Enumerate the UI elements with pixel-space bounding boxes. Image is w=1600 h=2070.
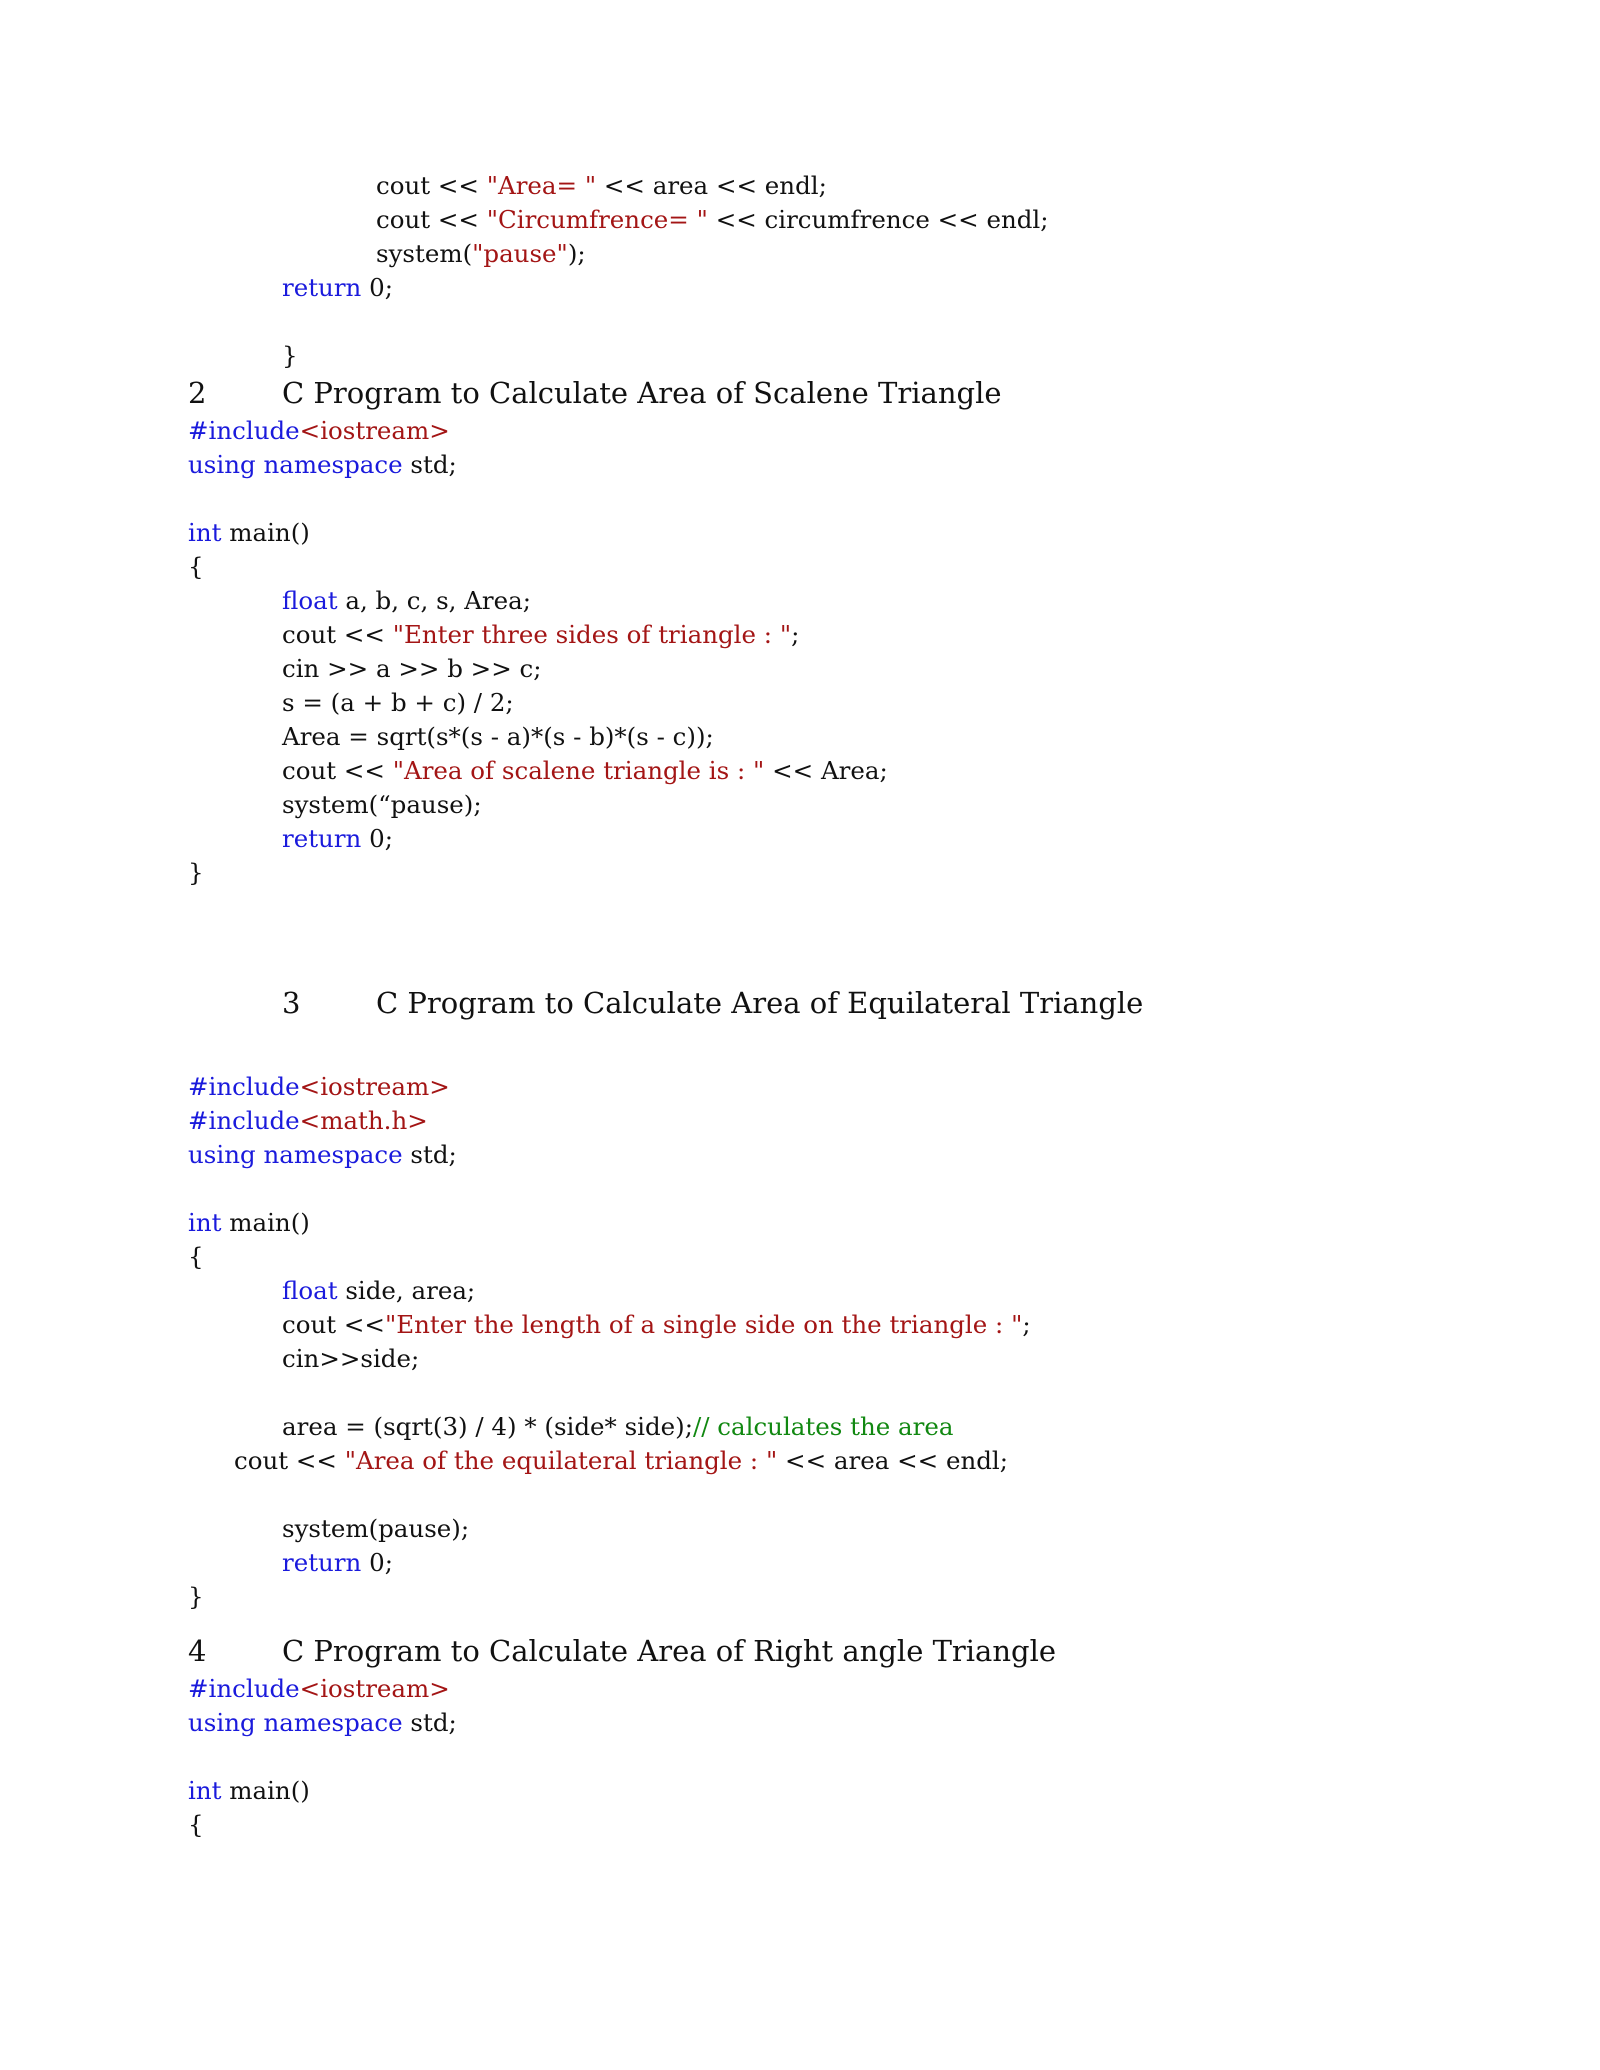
keyword-token: using namespace [188, 1708, 403, 1737]
code-line [188, 516, 310, 550]
code-line [376, 169, 827, 203]
text-token: system(pause); [282, 1514, 470, 1543]
text-token: 0; [361, 824, 393, 853]
text-token: cout << [376, 205, 487, 234]
text-token: system(“pause); [282, 790, 482, 819]
text-token: main() [221, 1776, 310, 1805]
text-token: 0; [361, 1548, 393, 1577]
keyword-token: return [282, 1548, 362, 1577]
code-line [188, 1672, 450, 1706]
text-token: ; [791, 620, 800, 649]
keyword-token: float [282, 586, 338, 615]
keyword-token: #include [188, 1106, 300, 1135]
code-line [282, 822, 393, 856]
code-line [188, 1580, 204, 1614]
code-line [282, 754, 888, 788]
text-token: C Program to Calculate Area of Scalene Triangle [282, 376, 1002, 410]
string-token: "Area= " [486, 171, 597, 200]
text-token: { [188, 552, 204, 581]
text-token: side, area; [337, 1276, 476, 1305]
string-token: <iostream> [299, 1072, 450, 1101]
text-token: std; [402, 1708, 457, 1737]
keyword-token: using namespace [188, 1140, 403, 1169]
string-token: <iostream> [299, 416, 450, 445]
code-line [282, 720, 714, 754]
text-token: << area << endl; [777, 1446, 1008, 1475]
keyword-token: int [188, 518, 222, 547]
code-line [188, 1104, 428, 1138]
text-token: std; [402, 450, 457, 479]
string-token: "Area of the equilateral triangle : " [344, 1446, 778, 1475]
text-token: a, b, c, s, Area; [337, 586, 531, 615]
string-token: "Enter the length of a single side on the triangle : " [384, 1310, 1023, 1339]
text-token: ); [567, 239, 586, 268]
text-token: 4 [188, 1634, 207, 1668]
text-token: } [188, 858, 204, 887]
code-line [234, 1444, 1008, 1478]
string-token: "Circumfrence= " [486, 205, 708, 234]
text-token: { [188, 1810, 204, 1839]
code-line [188, 1706, 457, 1740]
text-token: ; [1022, 1310, 1031, 1339]
code-line [188, 856, 204, 890]
code-line [282, 584, 531, 618]
code-line [376, 237, 586, 271]
text-token: area = (sqrt(3) / 4) * (side* side); [282, 1412, 693, 1441]
section-heading [376, 983, 1143, 1023]
text-token: Area = sqrt(s*(s - a)*(s - b)*(s - c)); [282, 722, 714, 751]
text-token: C Program to Calculate Area of Right angle Triangle [282, 1634, 1057, 1668]
keyword-token: using namespace [188, 450, 403, 479]
code-line [188, 1808, 204, 1842]
code-line [282, 1274, 475, 1308]
string-token: "Enter three sides of triangle : " [392, 620, 792, 649]
section-heading [188, 373, 206, 413]
code-line [282, 652, 542, 686]
code-line [282, 271, 393, 305]
code-line [188, 550, 204, 584]
code-line [376, 203, 1049, 237]
keyword-token: #include [188, 1674, 300, 1703]
section-heading [282, 373, 1002, 413]
text-token: cout << [282, 756, 393, 785]
code-line [188, 1206, 310, 1240]
text-token: << area << endl; [596, 171, 827, 200]
text-token: << Area; [764, 756, 888, 785]
text-token: main() [221, 518, 310, 547]
text-token: << circumfrence << endl; [707, 205, 1049, 234]
text-token: } [282, 341, 298, 370]
code-line [188, 1774, 310, 1808]
text-token: main() [221, 1208, 310, 1237]
text-token: 3 [282, 986, 301, 1020]
text-token: cout << [376, 171, 487, 200]
string-token: <iostream> [299, 1674, 450, 1703]
text-token: std; [402, 1140, 457, 1169]
string-token: "pause" [472, 239, 568, 268]
text-token: s = (a + b + c) / 2; [282, 688, 514, 717]
code-line [188, 1240, 204, 1274]
text-token: cin >> a >> b >> c; [282, 654, 542, 683]
keyword-token: int [188, 1208, 222, 1237]
code-line [282, 1342, 419, 1376]
text-token: cout << [234, 1446, 345, 1475]
code-line [188, 1070, 450, 1104]
text-token: system( [376, 239, 473, 268]
text-token: 0; [361, 273, 393, 302]
keyword-token: return [282, 824, 362, 853]
code-line [282, 1308, 1031, 1342]
section-heading [282, 983, 300, 1023]
keyword-token: float [282, 1276, 338, 1305]
text-token: { [188, 1242, 204, 1271]
keyword-token: return [282, 273, 362, 302]
string-token: "Area of scalene triangle is : " [392, 756, 765, 785]
code-line [282, 1546, 393, 1580]
keyword-token: int [188, 1776, 222, 1805]
text-token: } [188, 1582, 204, 1611]
text-token: cout << [282, 1310, 385, 1339]
code-line [282, 1410, 953, 1444]
code-line [188, 414, 450, 448]
code-line [282, 339, 298, 373]
code-line [188, 448, 457, 482]
text-token: 2 [188, 376, 207, 410]
string-token: <math.h> [299, 1106, 428, 1135]
text-token: cin>>side; [282, 1344, 420, 1373]
section-heading [188, 1631, 206, 1671]
keyword-token: #include [188, 416, 300, 445]
code-line [282, 686, 514, 720]
text-token: cout << [282, 620, 393, 649]
code-line [282, 788, 482, 822]
keyword-token: #include [188, 1072, 300, 1101]
comment-token: // calculates the area [693, 1412, 954, 1441]
section-heading [282, 1631, 1056, 1671]
code-line [282, 1512, 469, 1546]
code-line [188, 1138, 457, 1172]
code-line [282, 618, 799, 652]
text-token: C Program to Calculate Area of Equilateral Triangle [376, 986, 1144, 1020]
